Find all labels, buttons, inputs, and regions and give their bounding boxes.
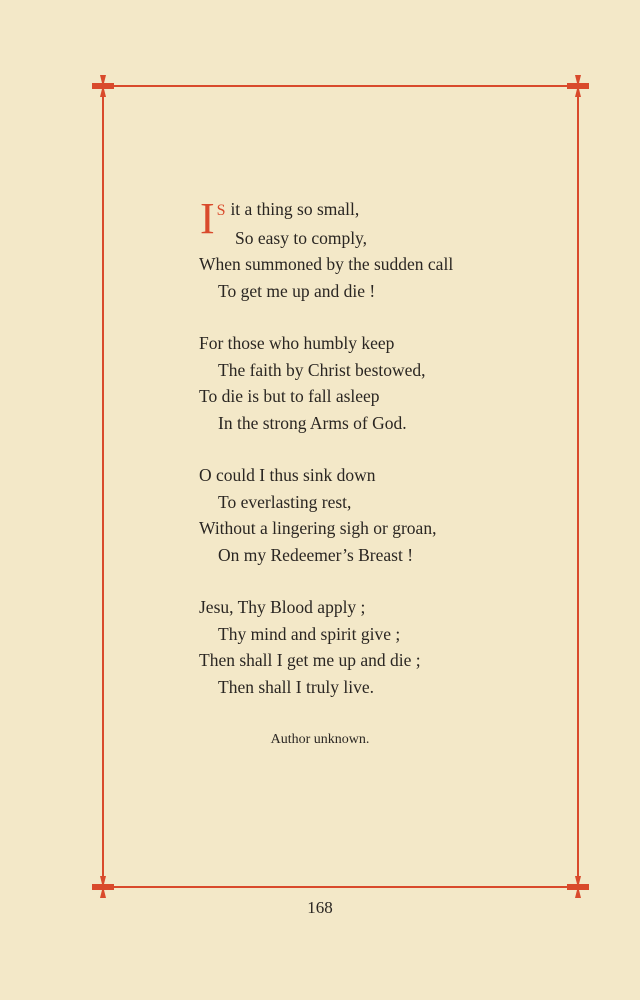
poem-line: So easy to comply, <box>235 227 368 248</box>
line-text: it a thing so small, <box>230 199 360 219</box>
poem-line: Then shall I get me up and die ; <box>199 650 421 670</box>
poem-line: To everlasting rest, <box>218 491 352 512</box>
cross-pattee-icon <box>92 75 114 97</box>
poem-line: To get me up and die ! <box>218 280 376 301</box>
stanza-1 <box>199 196 559 304</box>
cross-pattee-icon <box>567 75 589 97</box>
cross-pattee-icon <box>92 876 114 898</box>
frame-top-line <box>102 85 579 87</box>
frame-left-line <box>102 85 104 888</box>
poem-line: The faith by Christ bestowed, <box>218 359 426 380</box>
stanza-3 <box>199 462 559 568</box>
page-number: 168 <box>307 898 333 917</box>
frame-bottom-line <box>102 886 579 888</box>
poem <box>199 196 559 726</box>
drop-cap-continuation: S <box>216 202 227 219</box>
frame-right-line <box>577 85 579 888</box>
poem-line: O could I thus sink down <box>199 465 376 485</box>
poem-line: To die is but to fall asleep <box>199 386 380 406</box>
poem-line: Jesu, Thy Blood apply ; <box>199 597 366 617</box>
poem-line: When summoned by the sudden call <box>199 254 454 274</box>
author-attribution: Author unknown. <box>270 732 370 747</box>
poem-line: Without a lingering sigh or groan, <box>199 518 437 538</box>
poem-line: Thy mind and spirit give ; <box>218 623 401 644</box>
stanza-2 <box>199 330 559 436</box>
cross-pattee-icon <box>567 876 589 898</box>
poem-line: For those who humbly keep <box>199 333 395 353</box>
poem-line: Then shall I truly live. <box>218 676 375 697</box>
stanza-4 <box>199 594 559 700</box>
poem-line: In the strong Arms of God. <box>218 412 407 433</box>
drop-cap: I <box>200 194 215 243</box>
poem-line: On my Redeemer’s Breast ! <box>218 544 414 565</box>
